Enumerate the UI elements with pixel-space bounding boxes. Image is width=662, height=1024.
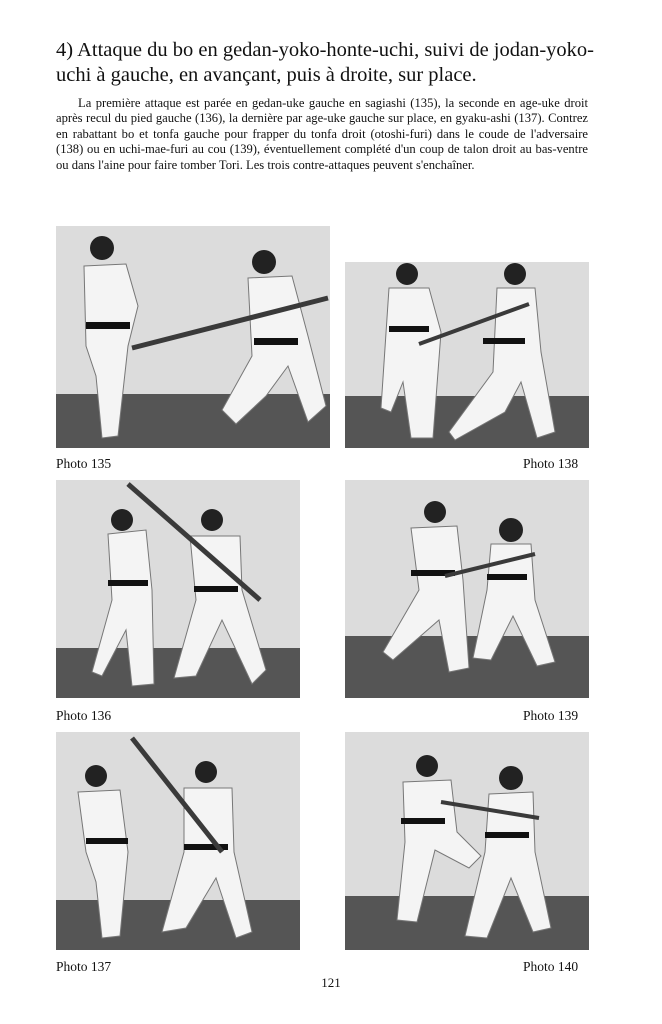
caption-photo-139: Photo 139	[523, 708, 579, 723]
body-paragraph: La première attaque est parée en gedan-uke gauche en sagiashi (135), la seconde en age-uke droit après recul du pied gauche (136), la dernière par age-uke gauche sur place, en gyaku-ashi (137). Contrez en rabattant bo et tonfa gauche pour frapper du tonfa droit (otoshi-furi) dans le coude de l'adversaire (138) ou en uchi-mae-furi au cou (139), éventuellement complété d'un coup de talon droit au bas-ventre ou dans l'aine pour faire tomber Tori. Les trois contre-attaques peuvent s'enchaîner.	[56, 96, 588, 172]
photo-136	[56, 480, 300, 698]
photo-138	[345, 262, 589, 448]
photo-135	[56, 226, 330, 448]
photo-140	[345, 732, 589, 950]
caption-photo-140: Photo 140	[523, 959, 579, 974]
caption-photo-138: Photo 138	[523, 456, 579, 471]
photo-137	[56, 732, 300, 950]
photo-139	[345, 480, 589, 698]
caption-photo-137: Photo 137	[56, 959, 112, 974]
section-heading: 4) Attaque du bo en gedan-yoko-honte-uchi, suivi de jodan-yoko-uchi à gauche, en avançant, puis à droite, sur place.	[56, 39, 594, 86]
caption-photo-135: Photo 135	[56, 456, 112, 471]
page-number: 121	[321, 975, 341, 990]
caption-photo-136: Photo 136	[56, 708, 112, 723]
